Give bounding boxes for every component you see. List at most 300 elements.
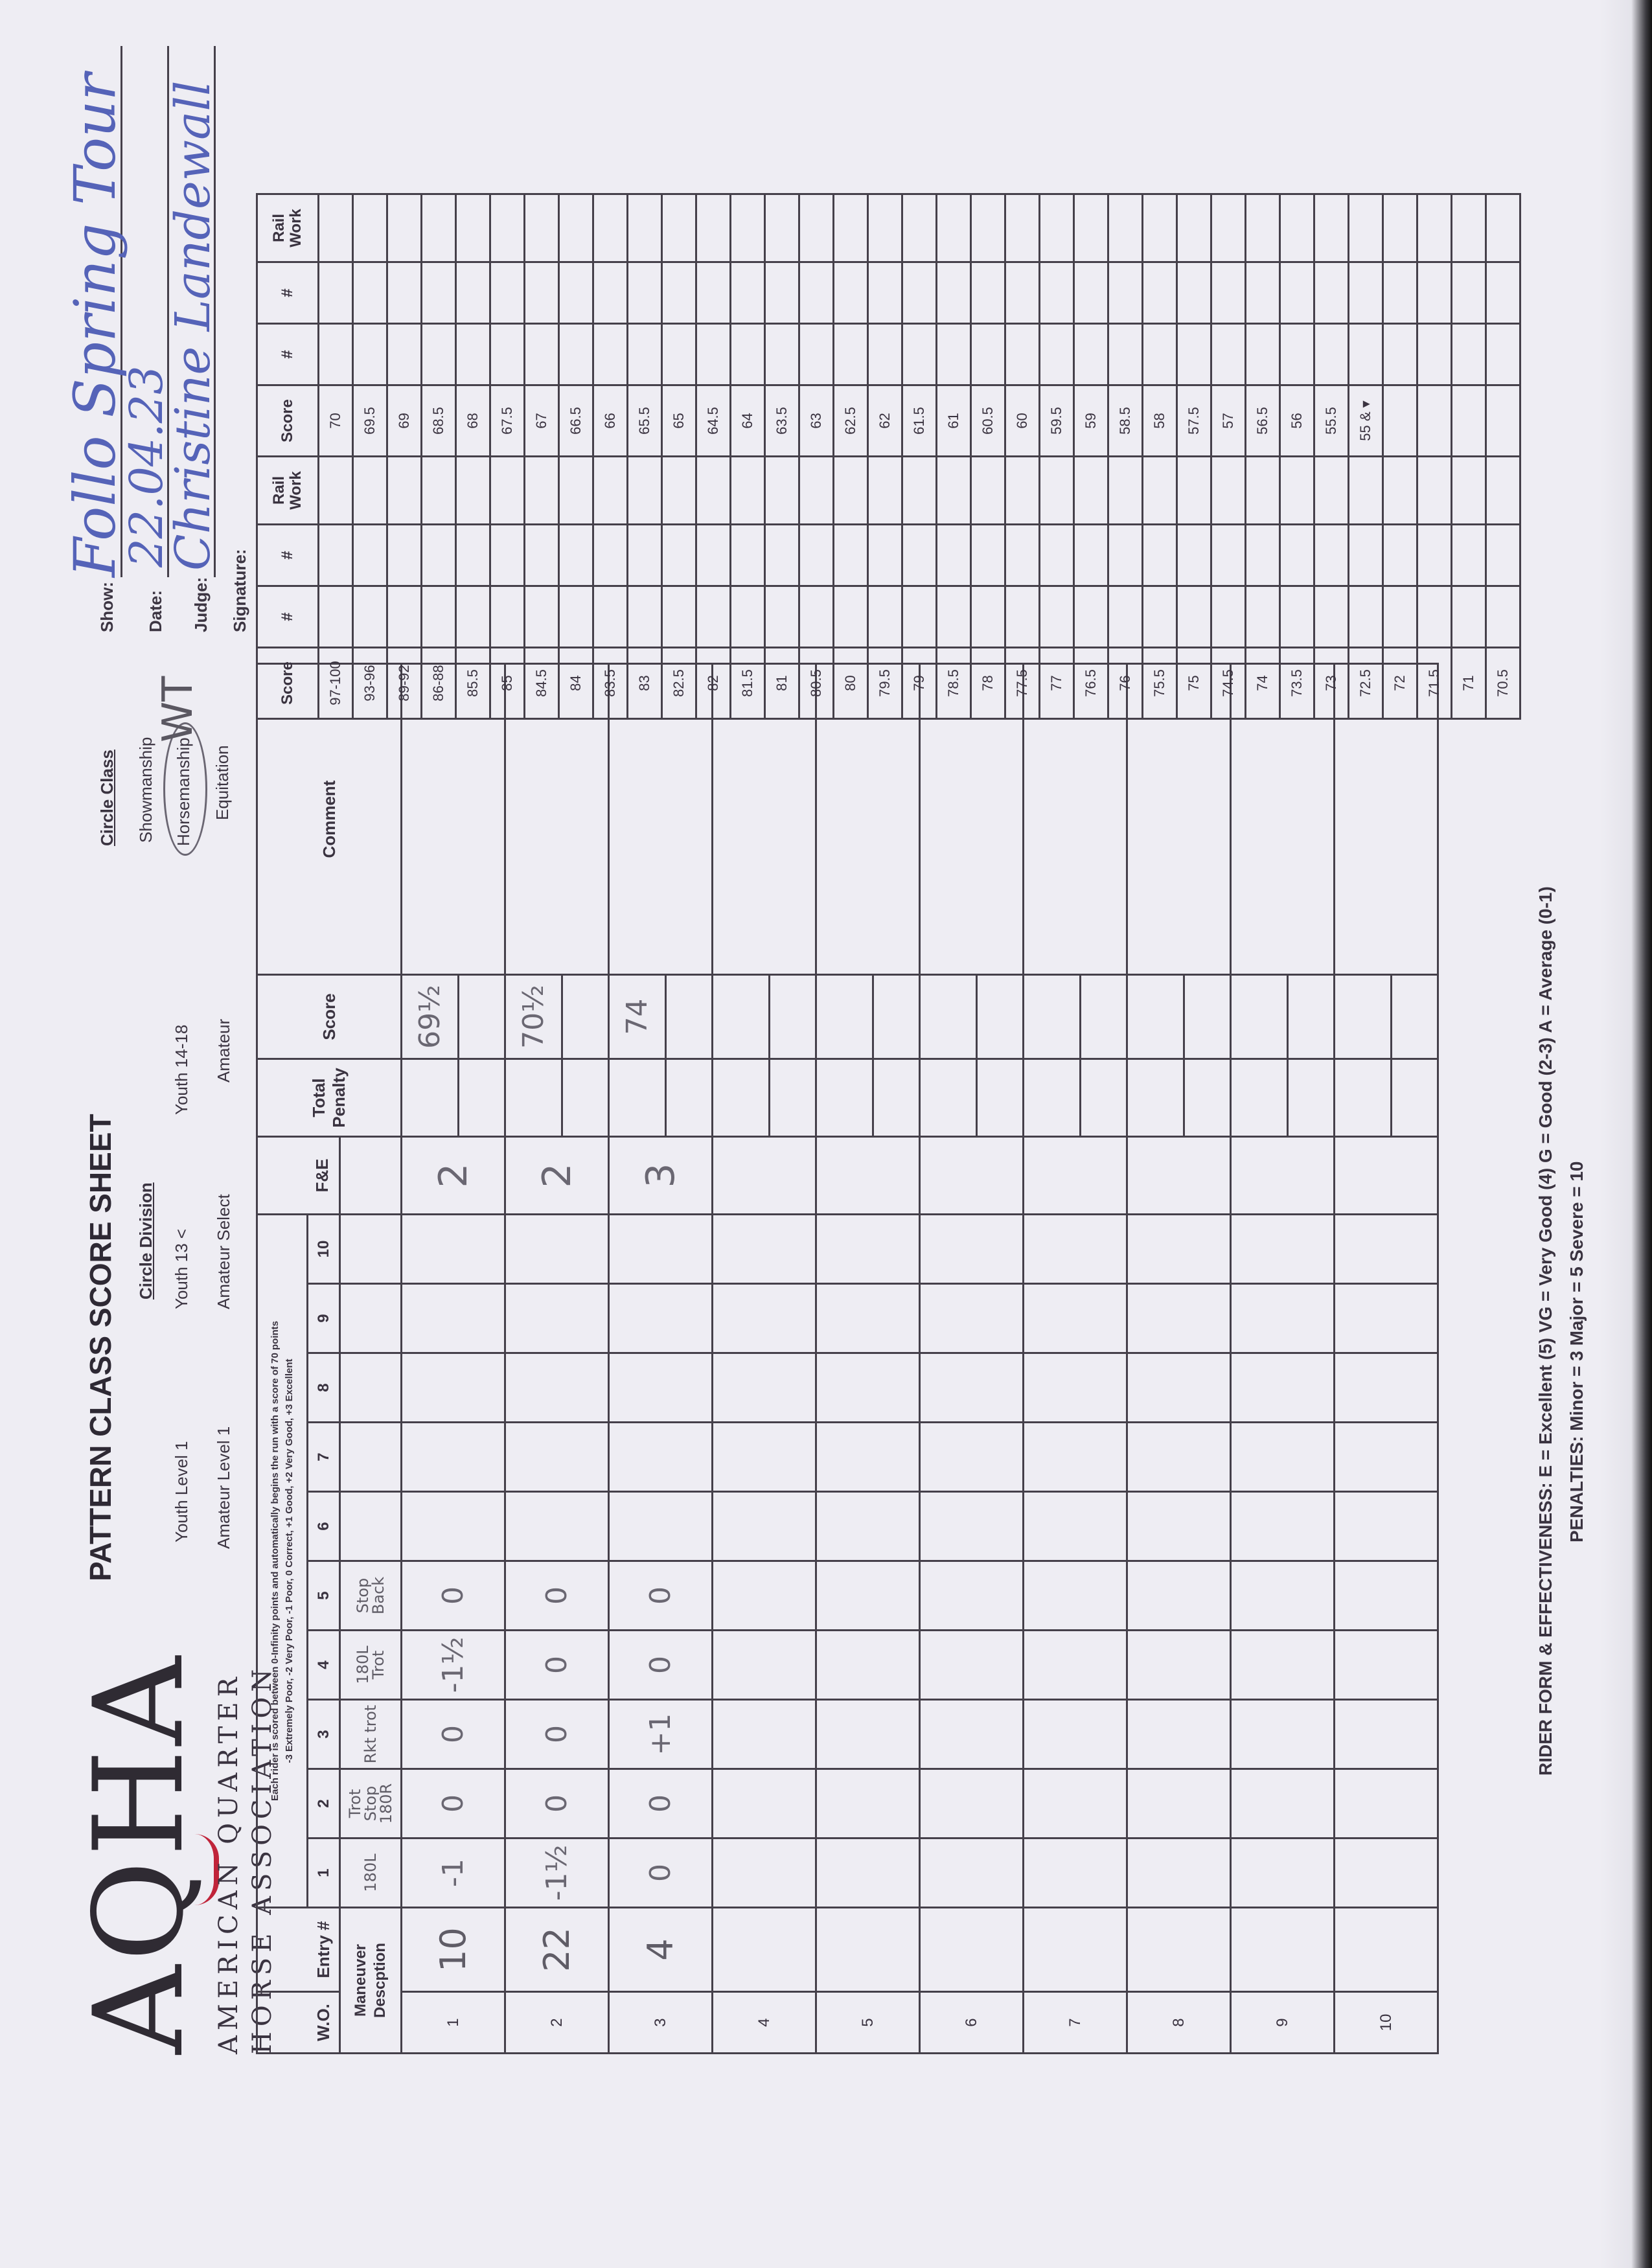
maneuver-score-cell[interactable] (1231, 1423, 1335, 1492)
placing-rail-cell[interactable] (525, 457, 559, 525)
placing-entry-cell[interactable] (834, 525, 868, 586)
placing-entry-cell[interactable] (1177, 324, 1211, 385)
placing-entry-cell[interactable] (1383, 324, 1417, 385)
placing-rail-cell[interactable] (559, 194, 593, 262)
maneuver-score-cell[interactable] (1231, 1838, 1335, 1908)
placing-entry-cell[interactable] (799, 525, 834, 586)
placing-rail-cell[interactable] (834, 194, 868, 262)
placing-rail-cell[interactable] (628, 457, 662, 525)
placing-entry-cell[interactable] (1349, 324, 1383, 385)
maneuver-score-cell[interactable] (402, 1215, 505, 1284)
placing-entry-cell[interactable] (937, 586, 971, 648)
total-penalty-cell[interactable] (1024, 1059, 1081, 1137)
entry-cell[interactable]: 10 (402, 1908, 505, 1992)
maneuver-score-cell[interactable] (713, 1561, 816, 1631)
maneuver-score-cell[interactable] (505, 1492, 609, 1561)
placing-entry-cell[interactable] (971, 586, 1005, 648)
placing-rail-cell[interactable] (1211, 457, 1246, 525)
placing-entry-cell[interactable] (628, 324, 662, 385)
placing-entry-cell[interactable] (1349, 262, 1383, 324)
maneuver-score-cell[interactable] (1024, 1492, 1127, 1561)
placing-rail-cell[interactable] (1040, 457, 1074, 525)
maneuver-score-cell[interactable] (1024, 1215, 1127, 1284)
maneuver-score-cell[interactable] (1024, 1769, 1127, 1838)
maneuver-score-cell[interactable] (713, 1423, 816, 1492)
maneuver-score-cell[interactable]: 0 (402, 1561, 505, 1631)
placing-entry-cell[interactable] (422, 525, 456, 586)
maneuver-score-cell[interactable] (1335, 1769, 1438, 1838)
placing-entry-cell[interactable] (765, 525, 799, 586)
maneuver-score-cell[interactable] (713, 1284, 816, 1353)
placing-entry-cell[interactable] (696, 262, 731, 324)
placing-rail-cell[interactable] (1005, 457, 1040, 525)
entry-cell[interactable] (713, 1908, 816, 1992)
entry-cell[interactable] (1024, 1908, 1127, 1992)
maneuver-score-cell[interactable] (609, 1492, 713, 1561)
placing-rail-cell[interactable] (1143, 194, 1177, 262)
placing-entry-cell[interactable] (868, 586, 902, 648)
placing-entry-cell[interactable] (490, 262, 525, 324)
placing-entry-cell[interactable] (799, 262, 834, 324)
placing-entry-cell[interactable] (1074, 586, 1108, 648)
maneuver-score-cell[interactable] (1231, 1700, 1335, 1769)
placing-entry-cell[interactable] (731, 324, 765, 385)
total-penalty-cell[interactable] (1127, 1059, 1184, 1137)
placing-entry-cell[interactable] (662, 262, 696, 324)
placing-entry-cell[interactable] (456, 525, 490, 586)
placing-rail-cell[interactable] (696, 457, 731, 525)
maneuver-score-cell[interactable] (1335, 1215, 1438, 1284)
maneuver-score-cell[interactable] (1024, 1423, 1127, 1492)
score-cell[interactable] (1231, 975, 1288, 1059)
placing-entry-cell[interactable] (937, 262, 971, 324)
placing-entry-cell[interactable] (593, 586, 628, 648)
placing-entry-cell[interactable] (1349, 586, 1383, 648)
placing-entry-cell[interactable] (662, 586, 696, 648)
maneuver-score-cell[interactable] (1127, 1769, 1231, 1838)
placing-entry-cell[interactable] (1177, 262, 1211, 324)
placing-entry-cell[interactable] (1108, 324, 1143, 385)
maneuver-score-cell[interactable] (920, 1561, 1024, 1631)
placing-entry-cell[interactable] (1280, 262, 1314, 324)
fe-cell[interactable] (1024, 1137, 1127, 1215)
placing-rail-cell[interactable] (868, 194, 902, 262)
score-cell[interactable] (1127, 975, 1184, 1059)
placing-entry-cell[interactable] (1108, 586, 1143, 648)
placing-entry-cell[interactable] (971, 262, 1005, 324)
entry-cell[interactable] (816, 1908, 920, 1992)
placing-entry-cell[interactable] (1452, 525, 1486, 586)
placing-entry-cell[interactable] (353, 324, 387, 385)
placing-rail-cell[interactable] (799, 194, 834, 262)
placing-rail-cell[interactable] (971, 457, 1005, 525)
placing-entry-cell[interactable] (593, 525, 628, 586)
placing-entry-cell[interactable] (387, 262, 422, 324)
placing-rail-cell[interactable] (696, 194, 731, 262)
placing-entry-cell[interactable] (799, 324, 834, 385)
maneuver-score-cell[interactable] (816, 1423, 920, 1492)
placing-entry-cell[interactable] (731, 525, 765, 586)
placing-entry-cell[interactable] (834, 324, 868, 385)
maneuver-score-cell[interactable] (920, 1353, 1024, 1423)
placing-entry-cell[interactable] (1280, 525, 1314, 586)
maneuver-score-cell[interactable] (1024, 1561, 1127, 1631)
placing-entry-cell[interactable] (799, 586, 834, 648)
placing-entry-cell[interactable] (525, 324, 559, 385)
placing-entry-cell[interactable] (559, 262, 593, 324)
maneuver-score-cell[interactable]: 0 (609, 1561, 713, 1631)
total-penalty-cell[interactable] (1335, 1059, 1392, 1137)
maneuver-score-cell[interactable] (1335, 1284, 1438, 1353)
placing-entry-cell[interactable] (1246, 525, 1280, 586)
maneuver-score-cell[interactable] (1231, 1769, 1335, 1838)
placing-entry-cell[interactable] (353, 525, 387, 586)
placing-rail-cell[interactable] (1417, 194, 1452, 262)
maneuver-score-cell[interactable]: +1 (609, 1700, 713, 1769)
maneuver-score-cell[interactable] (713, 1353, 816, 1423)
placing-entry-cell[interactable] (662, 525, 696, 586)
maneuver-score-cell[interactable] (1024, 1284, 1127, 1353)
placing-entry-cell[interactable] (1211, 586, 1246, 648)
maneuver-score-cell[interactable] (816, 1700, 920, 1769)
maneuver-score-cell[interactable] (1335, 1423, 1438, 1492)
placing-rail-cell[interactable] (422, 194, 456, 262)
placing-entry-cell[interactable] (1177, 525, 1211, 586)
maneuver-score-cell[interactable]: -1½ (505, 1838, 609, 1908)
placing-entry-cell[interactable] (387, 525, 422, 586)
placing-rail-cell[interactable] (1246, 194, 1280, 262)
entry-cell[interactable] (1335, 1908, 1438, 1992)
placing-rail-cell[interactable] (1280, 194, 1314, 262)
maneuver-score-cell[interactable] (816, 1215, 920, 1284)
placing-entry-cell[interactable] (765, 262, 799, 324)
placing-entry-cell[interactable] (1074, 324, 1108, 385)
maneuver-score-cell[interactable] (1231, 1215, 1335, 1284)
placing-entry-cell[interactable] (1211, 262, 1246, 324)
maneuver-score-cell[interactable] (920, 1492, 1024, 1561)
placing-entry-cell[interactable] (1280, 586, 1314, 648)
maneuver-score-cell[interactable] (1024, 1700, 1127, 1769)
maneuver-score-cell[interactable] (1024, 1838, 1127, 1908)
maneuver-score-cell[interactable]: 0 (609, 1631, 713, 1700)
maneuver-score-cell[interactable]: 0 (505, 1561, 609, 1631)
maneuver-score-cell[interactable] (1127, 1215, 1231, 1284)
maneuver-score-cell[interactable] (1127, 1423, 1231, 1492)
placing-rail-cell[interactable] (593, 457, 628, 525)
placing-entry-cell[interactable] (1211, 525, 1246, 586)
placing-rail-cell[interactable] (1108, 457, 1143, 525)
maneuver-score-cell[interactable] (1127, 1284, 1231, 1353)
placing-entry-cell[interactable] (1143, 262, 1177, 324)
placing-entry-cell[interactable] (319, 262, 353, 324)
placing-rail-cell[interactable] (490, 194, 525, 262)
placing-entry-cell[interactable] (834, 586, 868, 648)
placing-entry-cell[interactable] (559, 324, 593, 385)
entry-cell[interactable] (1127, 1908, 1231, 1992)
placing-entry-cell[interactable] (559, 586, 593, 648)
score-cell[interactable] (816, 975, 873, 1059)
maneuver-score-cell[interactable] (713, 1700, 816, 1769)
placing-rail-cell[interactable] (628, 194, 662, 262)
placing-entry-cell[interactable] (1005, 324, 1040, 385)
placing-entry-cell[interactable] (1486, 262, 1520, 324)
maneuver-score-cell[interactable] (505, 1353, 609, 1423)
placing-rail-cell[interactable] (422, 457, 456, 525)
placing-entry-cell[interactable] (456, 262, 490, 324)
maneuver-score-cell[interactable]: 0 (402, 1700, 505, 1769)
maneuver-score-cell[interactable] (1335, 1838, 1438, 1908)
maneuver-score-cell[interactable] (505, 1215, 609, 1284)
placing-entry-cell[interactable] (422, 586, 456, 648)
maneuver-score-cell[interactable] (816, 1561, 920, 1631)
placing-rail-cell[interactable] (1074, 457, 1108, 525)
placing-rail-cell[interactable] (834, 457, 868, 525)
score-cell[interactable] (713, 975, 770, 1059)
maneuver-score-cell[interactable] (1231, 1353, 1335, 1423)
placing-entry-cell[interactable] (1486, 324, 1520, 385)
maneuver-score-cell[interactable] (920, 1838, 1024, 1908)
placing-entry-cell[interactable] (1314, 324, 1349, 385)
maneuver-score-cell[interactable] (713, 1492, 816, 1561)
placing-rail-cell[interactable] (1005, 194, 1040, 262)
placing-entry-cell[interactable] (559, 525, 593, 586)
placing-entry-cell[interactable] (1452, 324, 1486, 385)
placing-rail-cell[interactable] (1314, 457, 1349, 525)
placing-rail-cell[interactable] (1452, 194, 1486, 262)
placing-entry-cell[interactable] (1040, 525, 1074, 586)
maneuver-score-cell[interactable] (713, 1215, 816, 1284)
maneuver-score-cell[interactable] (1335, 1561, 1438, 1631)
placing-entry-cell[interactable] (1143, 525, 1177, 586)
placing-rail-cell[interactable] (1314, 194, 1349, 262)
maneuver-score-cell[interactable] (1335, 1353, 1438, 1423)
placing-entry-cell[interactable] (1314, 262, 1349, 324)
placing-entry-cell[interactable] (1143, 324, 1177, 385)
placing-entry-cell[interactable] (525, 586, 559, 648)
placing-entry-cell[interactable] (1246, 586, 1280, 648)
maneuver-score-cell[interactable] (1024, 1631, 1127, 1700)
placing-rail-cell[interactable] (387, 194, 422, 262)
placing-entry-cell[interactable] (1040, 262, 1074, 324)
placing-entry-cell[interactable] (1349, 525, 1383, 586)
placing-entry-cell[interactable] (834, 262, 868, 324)
maneuver-score-cell[interactable]: 0 (505, 1769, 609, 1838)
maneuver-score-cell[interactable] (1335, 1700, 1438, 1769)
placing-entry-cell[interactable] (937, 525, 971, 586)
maneuver-score-cell[interactable]: 0 (609, 1838, 713, 1908)
total-penalty-cell[interactable] (505, 1059, 562, 1137)
maneuver-score-cell[interactable]: 0 (609, 1769, 713, 1838)
maneuver-score-cell[interactable] (505, 1284, 609, 1353)
placing-entry-cell[interactable] (1486, 586, 1520, 648)
maneuver-score-cell[interactable] (1231, 1631, 1335, 1700)
maneuver-score-cell[interactable] (816, 1284, 920, 1353)
maneuver-score-cell[interactable] (402, 1353, 505, 1423)
placing-rail-cell[interactable] (1349, 457, 1383, 525)
placing-entry-cell[interactable] (1040, 324, 1074, 385)
maneuver-score-cell[interactable] (1335, 1631, 1438, 1700)
placing-entry-cell[interactable] (422, 262, 456, 324)
placing-entry-cell[interactable] (765, 324, 799, 385)
maneuver-score-cell[interactable] (816, 1631, 920, 1700)
placing-rail-cell[interactable] (1211, 194, 1246, 262)
placing-entry-cell[interactable] (1005, 586, 1040, 648)
placing-rail-cell[interactable] (662, 457, 696, 525)
placing-rail-cell[interactable] (1040, 194, 1074, 262)
maneuver-score-cell[interactable]: -1 (402, 1838, 505, 1908)
placing-entry-cell[interactable] (1314, 525, 1349, 586)
maneuver-score-cell[interactable] (713, 1631, 816, 1700)
placing-entry-cell[interactable] (765, 586, 799, 648)
maneuver-score-cell[interactable] (505, 1423, 609, 1492)
placing-rail-cell[interactable] (1349, 194, 1383, 262)
maneuver-score-cell[interactable] (609, 1215, 713, 1284)
placing-rail-cell[interactable] (1280, 457, 1314, 525)
placing-entry-cell[interactable] (971, 324, 1005, 385)
placing-rail-cell[interactable] (319, 457, 353, 525)
placing-entry-cell[interactable] (387, 586, 422, 648)
maneuver-score-cell[interactable] (609, 1353, 713, 1423)
placing-entry-cell[interactable] (696, 586, 731, 648)
placing-entry-cell[interactable] (525, 262, 559, 324)
total-penalty-cell[interactable] (920, 1059, 977, 1137)
placing-entry-cell[interactable] (1108, 262, 1143, 324)
placing-rail-cell[interactable] (456, 457, 490, 525)
placing-rail-cell[interactable] (1108, 194, 1143, 262)
fe-cell[interactable] (713, 1137, 816, 1215)
maneuver-score-cell[interactable] (402, 1492, 505, 1561)
placing-rail-cell[interactable] (937, 194, 971, 262)
placing-entry-cell[interactable] (1383, 586, 1417, 648)
placing-rail-cell[interactable] (1417, 457, 1452, 525)
placing-entry-cell[interactable] (731, 262, 765, 324)
placing-rail-cell[interactable] (319, 194, 353, 262)
maneuver-score-cell[interactable] (609, 1284, 713, 1353)
placing-entry-cell[interactable] (971, 525, 1005, 586)
placing-entry-cell[interactable] (1314, 586, 1349, 648)
placing-rail-cell[interactable] (387, 457, 422, 525)
entry-cell[interactable] (920, 1908, 1024, 1992)
placing-entry-cell[interactable] (593, 262, 628, 324)
placing-rail-cell[interactable] (456, 194, 490, 262)
placing-entry-cell[interactable] (456, 324, 490, 385)
placing-entry-cell[interactable] (1074, 525, 1108, 586)
placing-entry-cell[interactable] (1383, 262, 1417, 324)
fe-cell[interactable] (1231, 1137, 1335, 1215)
maneuver-score-cell[interactable] (816, 1838, 920, 1908)
placing-rail-cell[interactable] (1383, 194, 1417, 262)
maneuver-score-cell[interactable] (402, 1423, 505, 1492)
placing-entry-cell[interactable] (1005, 262, 1040, 324)
placing-rail-cell[interactable] (559, 457, 593, 525)
placing-entry-cell[interactable] (593, 324, 628, 385)
placing-entry-cell[interactable] (1074, 262, 1108, 324)
placing-rail-cell[interactable] (662, 194, 696, 262)
maneuver-score-cell[interactable] (1335, 1492, 1438, 1561)
placing-rail-cell[interactable] (902, 457, 937, 525)
placing-rail-cell[interactable] (1177, 194, 1211, 262)
fe-cell[interactable] (920, 1137, 1024, 1215)
maneuver-score-cell[interactable] (1231, 1561, 1335, 1631)
placing-entry-cell[interactable] (456, 586, 490, 648)
maneuver-score-cell[interactable] (1231, 1492, 1335, 1561)
placing-rail-cell[interactable] (1383, 457, 1417, 525)
placing-entry-cell[interactable] (1005, 525, 1040, 586)
maneuver-score-cell[interactable]: 0 (505, 1631, 609, 1700)
maneuver-score-cell[interactable] (920, 1631, 1024, 1700)
total-penalty-cell[interactable] (609, 1059, 666, 1137)
maneuver-score-cell[interactable] (402, 1284, 505, 1353)
placing-rail-cell[interactable] (1452, 457, 1486, 525)
maneuver-score-cell[interactable] (920, 1284, 1024, 1353)
maneuver-score-cell[interactable] (1127, 1700, 1231, 1769)
maneuver-score-cell[interactable] (816, 1492, 920, 1561)
placing-rail-cell[interactable] (1143, 457, 1177, 525)
placing-entry-cell[interactable] (628, 525, 662, 586)
fe-cell[interactable]: 2 (505, 1137, 609, 1215)
placing-entry-cell[interactable] (902, 262, 937, 324)
total-penalty-cell[interactable] (402, 1059, 459, 1137)
placing-rail-cell[interactable] (1074, 194, 1108, 262)
placing-rail-cell[interactable] (1246, 457, 1280, 525)
placing-rail-cell[interactable] (1486, 457, 1520, 525)
maneuver-score-cell[interactable] (920, 1215, 1024, 1284)
placing-entry-cell[interactable] (422, 324, 456, 385)
placing-rail-cell[interactable] (593, 194, 628, 262)
total-penalty-cell[interactable] (816, 1059, 873, 1137)
placing-rail-cell[interactable] (1177, 457, 1211, 525)
fe-cell[interactable] (1127, 1137, 1231, 1215)
placing-entry-cell[interactable] (868, 324, 902, 385)
score-cell[interactable]: 70½ (505, 975, 562, 1059)
maneuver-score-cell[interactable] (1231, 1284, 1335, 1353)
maneuver-score-cell[interactable]: 0 (402, 1769, 505, 1838)
placing-rail-cell[interactable] (799, 457, 834, 525)
fe-cell[interactable] (816, 1137, 920, 1215)
placing-entry-cell[interactable] (1246, 262, 1280, 324)
maneuver-score-cell[interactable] (920, 1769, 1024, 1838)
placing-entry-cell[interactable] (902, 586, 937, 648)
placing-rail-cell[interactable] (353, 194, 387, 262)
maneuver-score-cell[interactable] (816, 1769, 920, 1838)
maneuver-score-cell[interactable]: -1½ (402, 1631, 505, 1700)
total-penalty-cell[interactable] (713, 1059, 770, 1137)
entry-cell[interactable]: 4 (609, 1908, 713, 1992)
maneuver-score-cell[interactable] (713, 1838, 816, 1908)
score-cell[interactable]: 69½ (402, 975, 459, 1059)
placing-entry-cell[interactable] (1383, 525, 1417, 586)
placing-rail-cell[interactable] (731, 194, 765, 262)
placing-entry-cell[interactable] (662, 324, 696, 385)
placing-entry-cell[interactable] (387, 324, 422, 385)
placing-rail-cell[interactable] (765, 457, 799, 525)
placing-entry-cell[interactable] (1280, 324, 1314, 385)
maneuver-score-cell[interactable] (609, 1423, 713, 1492)
fe-cell[interactable]: 2 (402, 1137, 505, 1215)
maneuver-score-cell[interactable] (713, 1769, 816, 1838)
placing-rail-cell[interactable] (353, 457, 387, 525)
placing-entry-cell[interactable] (353, 586, 387, 648)
placing-entry-cell[interactable] (1177, 586, 1211, 648)
fe-cell[interactable]: 3 (609, 1137, 713, 1215)
entry-cell[interactable] (1231, 1908, 1335, 1992)
placing-rail-cell[interactable] (1486, 194, 1520, 262)
placing-rail-cell[interactable] (868, 457, 902, 525)
placing-entry-cell[interactable] (1108, 525, 1143, 586)
score-cell[interactable]: 74 (609, 975, 666, 1059)
maneuver-score-cell[interactable] (1127, 1631, 1231, 1700)
placing-entry-cell[interactable] (868, 525, 902, 586)
